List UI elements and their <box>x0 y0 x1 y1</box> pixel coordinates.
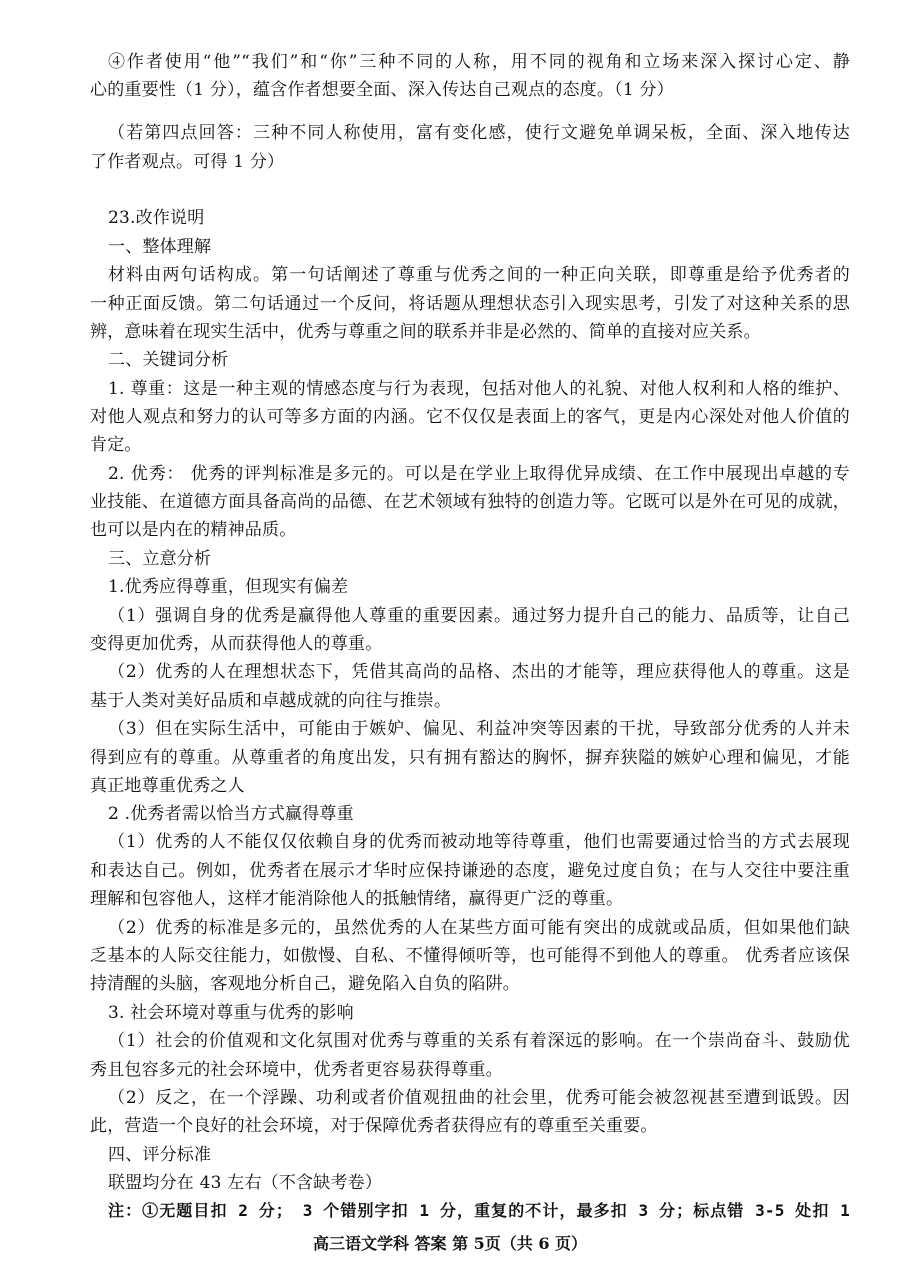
text-line: （1）强调自身的优秀是赢得他人尊重的重要因素。通过努力提升自己的能力、品质等，让自己 <box>108 606 850 626</box>
text-line: 肯定。 <box>90 435 142 455</box>
text-line: 业技能、在道德方面具备高尚的品德、在艺术领域有独特的创造力等。它既可以是外在可见的成就， <box>90 492 850 512</box>
text-line: 一种正面反馈。第二句话通过一个反问，将话题从理想状态引入现实思考，引发了对这种关系的思 <box>90 294 850 314</box>
section-heading: 三、立意分析 <box>108 549 212 569</box>
section-heading: 一、整体理解 <box>108 237 212 257</box>
text-line: 和表达自己。例如，优秀者在展示才华时应保持谦逊的态度，避免过度自负；在与人交往中要注重 <box>90 861 850 881</box>
text-line: 真正地尊重优秀之人 <box>90 776 245 796</box>
text-line: 心的重要性（1 分），蕴含作者想要全面、深入传达自己观点的态度。（1 分） <box>90 80 674 100</box>
subsection-heading: 2 .优秀者需以恰当方式赢得尊重 <box>108 804 354 824</box>
text-line: （1）优秀的人不能仅仅依赖自身的优秀而被动地等待尊重，他们也需要通过恰当的方式去展现 <box>108 832 850 852</box>
text-line: 了作者观点。可得 1 分） <box>90 152 285 172</box>
text-line: ④作者使用“他”“我们”和“你”三种不同的人称，用不同的视角和立场来深入探讨心定、静 <box>108 52 850 72</box>
text-line: 2. 优秀： 优秀的评判标准是多元的。可以是在学业上取得优异成绩、在工作中展现出卓越的专 <box>108 464 850 484</box>
text-line: 1. 尊重：这是一种主观的情感态度与行为表现，包括对他人的礼貌、对他人权利和人格的维护、 <box>108 379 850 399</box>
text-line: 秀且包容多元的社会环境中，优秀者更容易获得尊重。 <box>90 1060 503 1080</box>
text-line: （2）优秀的标准是多元的，虽然优秀的人在某些方面可能有突出的成就或品质，但如果他们缺 <box>108 918 850 938</box>
text-line: （若第四点回答：三种不同人称使用，富有变化感，使行文避免单调呆板，全面、深入地传达 <box>108 123 850 143</box>
text-line: 变得更加优秀，从而获得他人的尊重。 <box>90 634 383 654</box>
scoring-note: 注：①无题目扣 2 分； 3 个错别字扣 1 分，重复的不计，最多扣 3 分；标点错 3-5 处扣 1 <box>108 1201 850 1220</box>
text-line: 理解和包容他人，这样才能消除他人的抵触情绪，赢得更广泛的尊重。 <box>90 889 624 909</box>
text-line: （3）但在实际生活中，可能由于嫉妒、偏见、利益冲突等因素的干扰，导致部分优秀的人并未 <box>108 719 850 739</box>
text-line: （1）社会的价值观和文化氛围对优秀与尊重的关系有着深远的影响。在一个崇尚奋斗、鼓励优 <box>108 1031 850 1051</box>
subsection-heading: 3. 社会环境对尊重与优秀的影响 <box>108 1003 354 1023</box>
section-heading: 23.改作说明 <box>108 208 205 228</box>
text-line: 乏基本的人际交往能力，如傲慢、自私、不懂得倾听等，也可能得不到他人的尊重。 优秀者应该保 <box>90 946 850 966</box>
text-line: 也可以是内在的精神品质。 <box>90 520 297 540</box>
section-heading: 四、评分标准 <box>108 1145 212 1165</box>
section-heading: 二、关键词分析 <box>108 350 229 370</box>
subsection-heading: 1.优秀应得尊重，但现实有偏差 <box>108 577 349 597</box>
text-line: 基于人类对美好品质和卓越成就的向往与推崇。 <box>90 691 452 711</box>
text-line: 联盟均分在 43 左右（不含缺考卷） <box>108 1173 383 1193</box>
text-line: 对他人观点和努力的认可等多方面的内涵。它不仅仅是表面上的客气，更是内心深处对他人价值的 <box>90 407 850 427</box>
page-footer: 高三语文学科 答案 第 5页（共 6 页） <box>312 1234 588 1253</box>
text-line: 此，营造一个良好的社会环境，对于保障优秀者获得应有的尊重至关重要。 <box>90 1116 658 1136</box>
text-line: （2）优秀的人在理想状态下，凭借其高尚的品格、杰出的才能等，理应获得他人的尊重。这是 <box>108 662 850 682</box>
text-line: 持清醒的头脑，客观地分析自己，避免陷入自负的陷阱。 <box>90 974 520 994</box>
text-line: 材料由两句话构成。第一句话阐述了尊重与优秀之间的一种正向关联，即尊重是给予优秀者的 <box>108 265 850 285</box>
text-line: （2）反之，在一个浮躁、功利或者价值观扭曲的社会里，优秀可能会被忽视甚至遭到诋毁。因 <box>108 1088 850 1108</box>
text-line: 得到应有的尊重。从尊重者的角度出发，只有拥有豁达的胸怀，摒弃狭隘的嫉妒心理和偏见，才能 <box>90 748 850 768</box>
text-line: 辨，意味着在现实生活中，优秀与尊重之间的联系并非是必然的、简单的直接对应关系。 <box>90 322 761 342</box>
